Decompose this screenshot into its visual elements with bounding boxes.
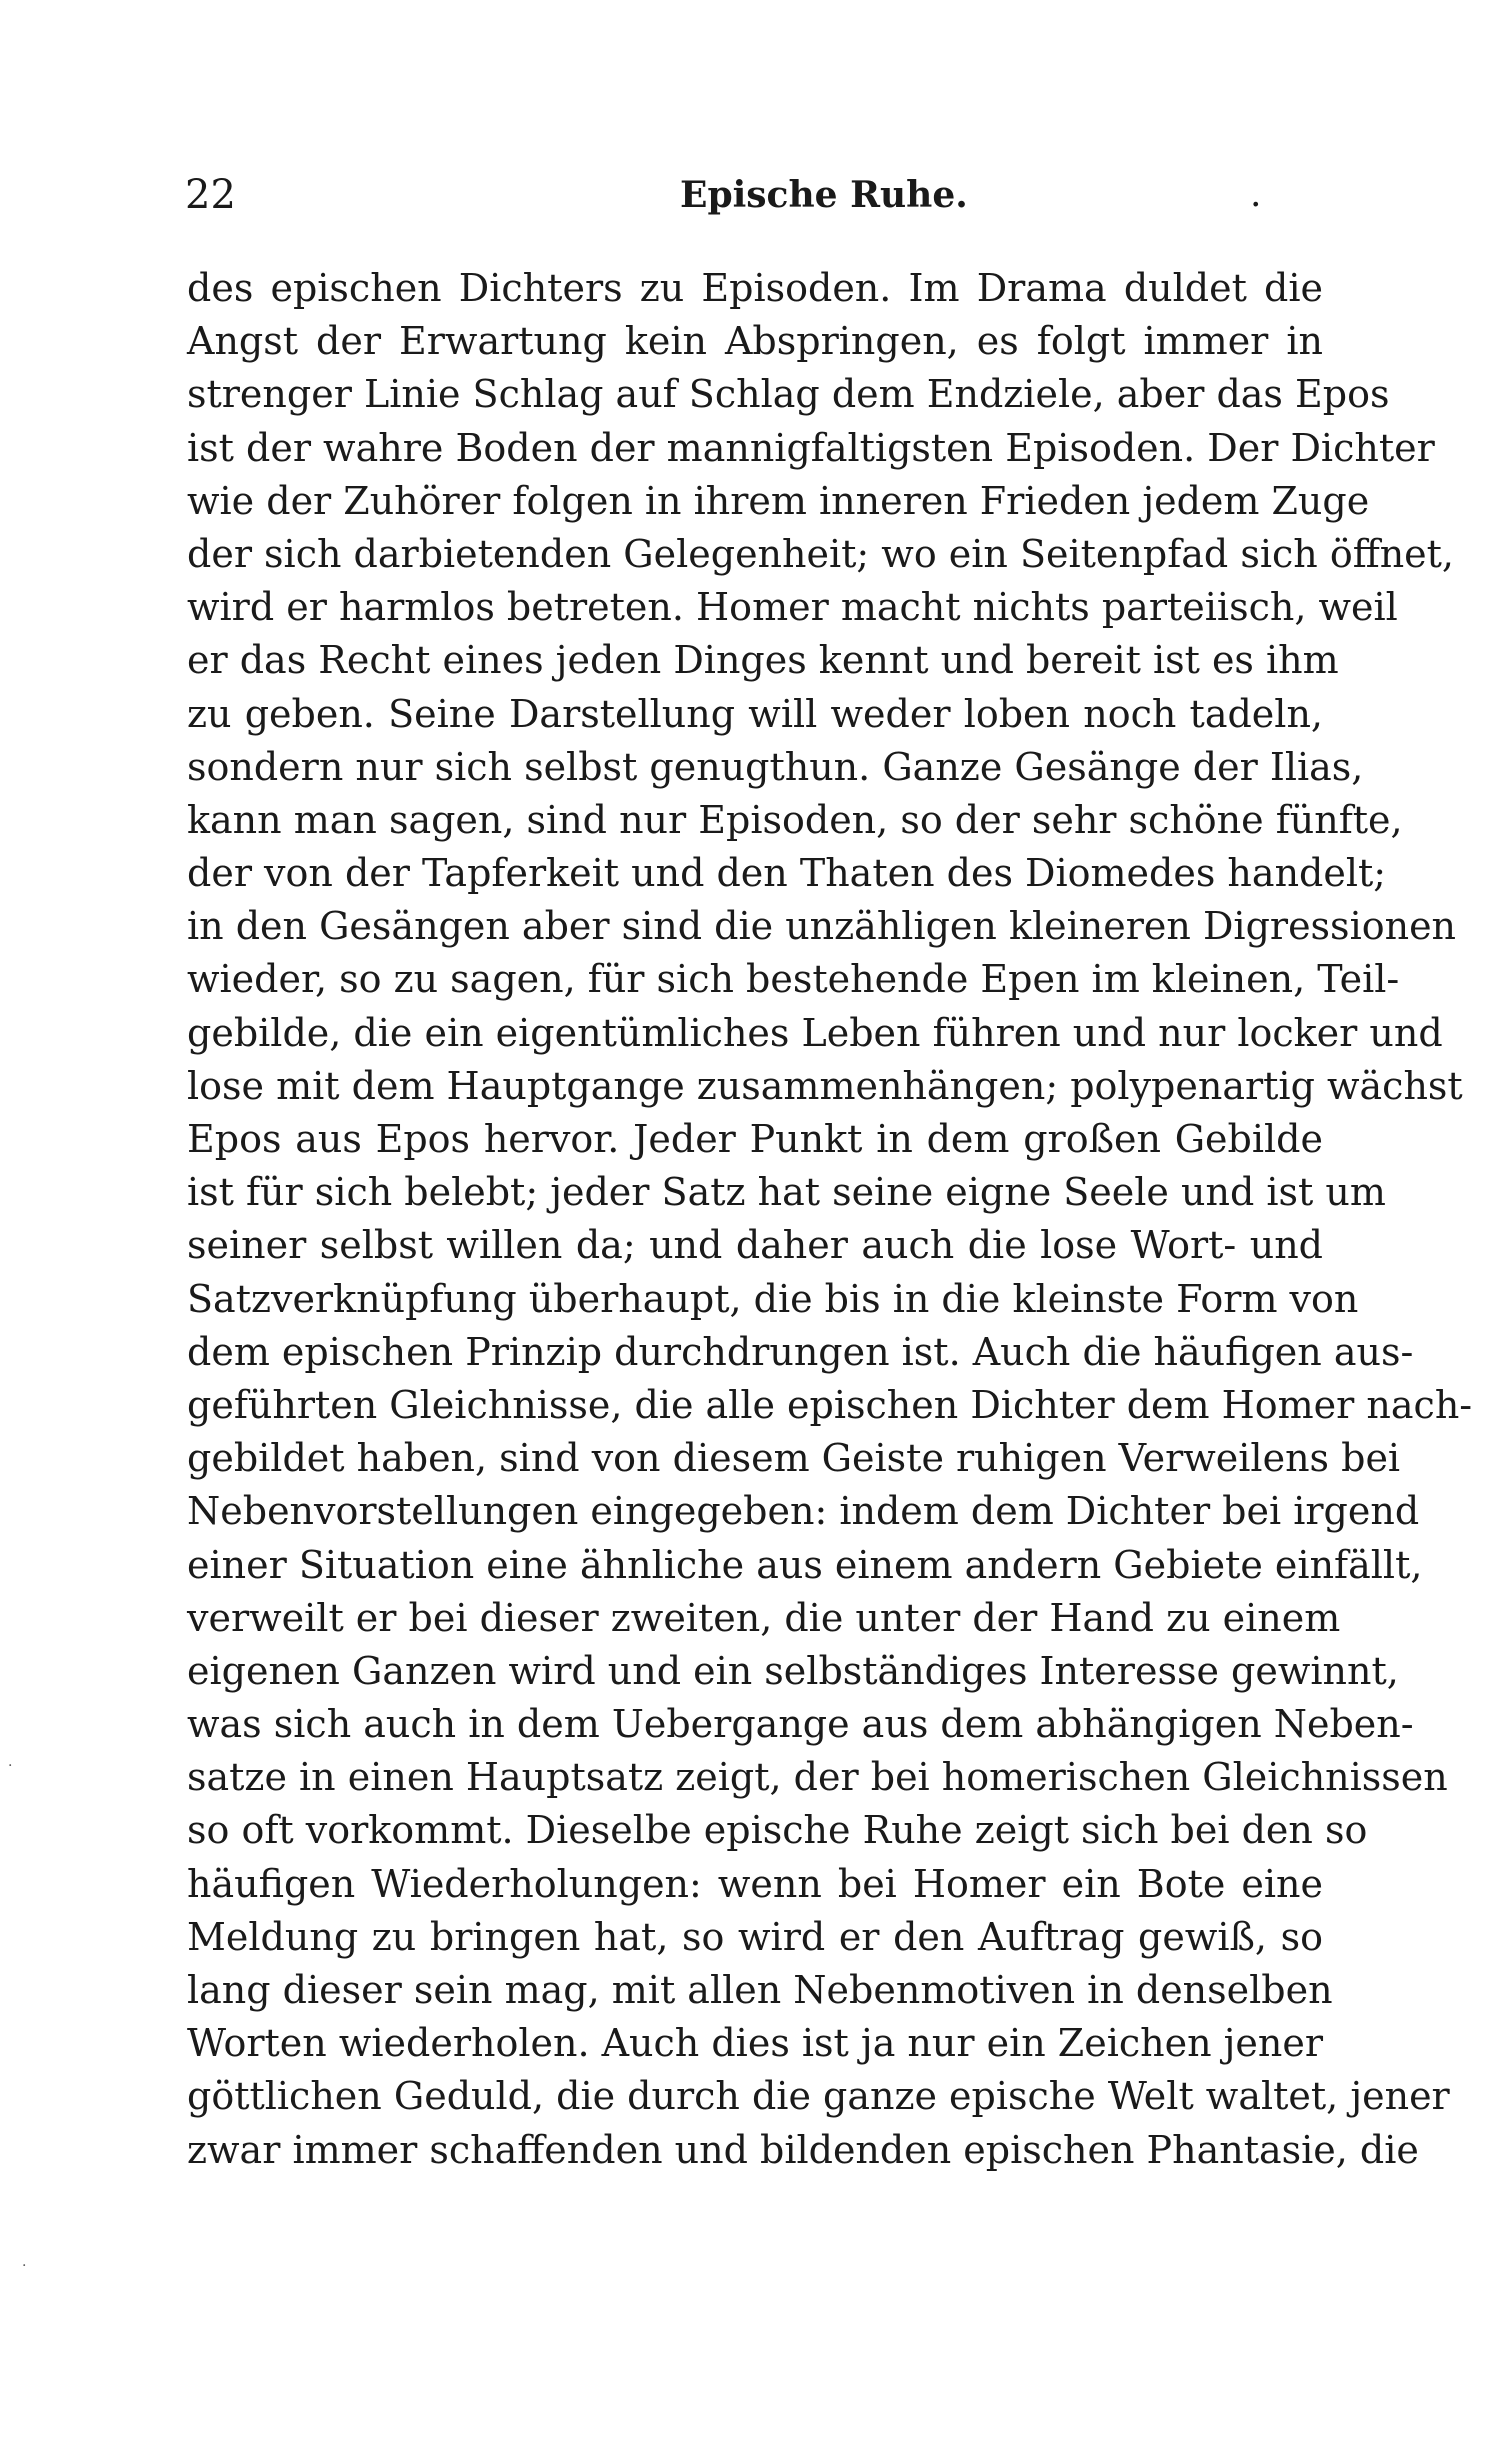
text-line: lose mit dem Hauptgange zusammenhängen; polypenartig wächst (187, 1063, 1463, 1108)
text-line: Epos aus Epos hervor. Jeder Punkt in dem großen Gebilde (187, 1117, 1323, 1161)
running-title: Epische Ruhe. (680, 174, 968, 216)
text-line: wieder, so zu sagen, für sich bestehende Epen im kleinen, Teil- (187, 957, 1400, 1002)
text-line: der sich darbietenden Gelegenheit; wo ein Seitenpfad sich öffnet, (187, 531, 1455, 576)
text-line: zu geben. Seine Darstellung will weder loben noch tadeln, (187, 691, 1323, 736)
scan-speck: · (8, 1758, 13, 1774)
text-line: strenger Linie Schlag auf Schlag dem Endziele, aber das Epos (187, 372, 1390, 417)
text-line: seiner selbst willen da; und daher auch die lose Wort- und (187, 1223, 1323, 1268)
text-line: sondern nur sich selbst genugthun. Ganze Gesänge der Ilias, (187, 744, 1364, 789)
text-line: gebilde, die ein eigentümliches Leben führen und nur locker und (187, 1010, 1443, 1055)
text-line: so oft vorkommt. Dieselbe epische Ruhe zeigt sich bei den so (187, 1808, 1368, 1853)
text-line: zwar immer schaffenden und bildenden epischen Phantasie, die (187, 2127, 1419, 2172)
text-line: des epischen Dichters zu Episoden. Im Drama duldet die (187, 266, 1323, 310)
text-line: gebildet haben, sind von diesem Geiste ruhigen Verweilens bei (187, 1436, 1401, 1481)
text-line: wie der Zuhörer folgen in ihrem inneren Frieden jedem Zuge (187, 478, 1370, 523)
header-mark: . (1250, 174, 1262, 215)
running-head (0, 165, 1504, 225)
page-number: 22 (185, 172, 236, 218)
text-line: eigenen Ganzen wird und ein selbständiges Interesse gewinnt, (187, 1648, 1399, 1693)
text-line: in den Gesängen aber sind die unzähligen kleineren Digressionen (187, 904, 1457, 949)
text-line: Angst der Erwartung kein Abspringen, es folgt immer in (187, 319, 1323, 364)
text-line: der von der Tapferkeit und den Thaten des Diomedes handelt; (187, 851, 1387, 896)
text-line: Worten wiederholen. Auch dies ist ja nur ein Zeichen jener (187, 2021, 1324, 2066)
text-line: ist für sich belebt; jeder Satz hat seine eigne Seele und ist um (187, 1170, 1386, 1215)
text-line: satze in einen Hauptsatz zeigt, der bei homerischen Gleichnissen (187, 1755, 1448, 1800)
text-line: einer Situation eine ähnliche aus einem andern Gebiete einfällt, (187, 1542, 1423, 1587)
text-line: kann man sagen, sind nur Episoden, so der sehr schöne fünfte, (187, 797, 1403, 842)
text-line: Satzverknüpfung überhaupt, die bis in die kleinste Form von (187, 1276, 1359, 1321)
text-line: lang dieser sein mag, mit allen Nebenmotiven in denselben (187, 1968, 1333, 2012)
text-line: ist der wahre Boden der mannigfaltigsten Episoden. Der Dichter (187, 425, 1435, 470)
text-line: Meldung zu bringen hat, so wird er den Auftrag gewiß, so (187, 1914, 1323, 1959)
text-line: was sich auch in dem Uebergange aus dem abhängigen Neben- (187, 1702, 1414, 1747)
text-line: geführten Gleichnisse, die alle epischen Dichter dem Homer nach- (187, 1382, 1473, 1427)
text-line: verweilt er bei dieser zweiten, die unter der Hand zu einem (187, 1595, 1341, 1640)
text-line: göttlichen Geduld, die durch die ganze epische Welt waltet, jener (187, 2074, 1450, 2119)
text-line: dem epischen Prinzip durchdrungen ist. Auch die häufigen aus- (187, 1329, 1414, 1374)
text-line: häufigen Wiederholungen: wenn bei Homer ein Bote eine (187, 1861, 1323, 1906)
text-line: wird er harmlos betreten. Homer macht nichts parteiisch, weil (187, 585, 1398, 630)
scan-speck: · (22, 2258, 27, 2274)
text-line: er das Recht eines jeden Dinges kennt und bereit ist es ihm (187, 638, 1339, 683)
body-text (187, 262, 1473, 2177)
text-line: Nebenvorstellungen eingegeben: indem dem Dichter bei irgend (187, 1489, 1420, 1534)
